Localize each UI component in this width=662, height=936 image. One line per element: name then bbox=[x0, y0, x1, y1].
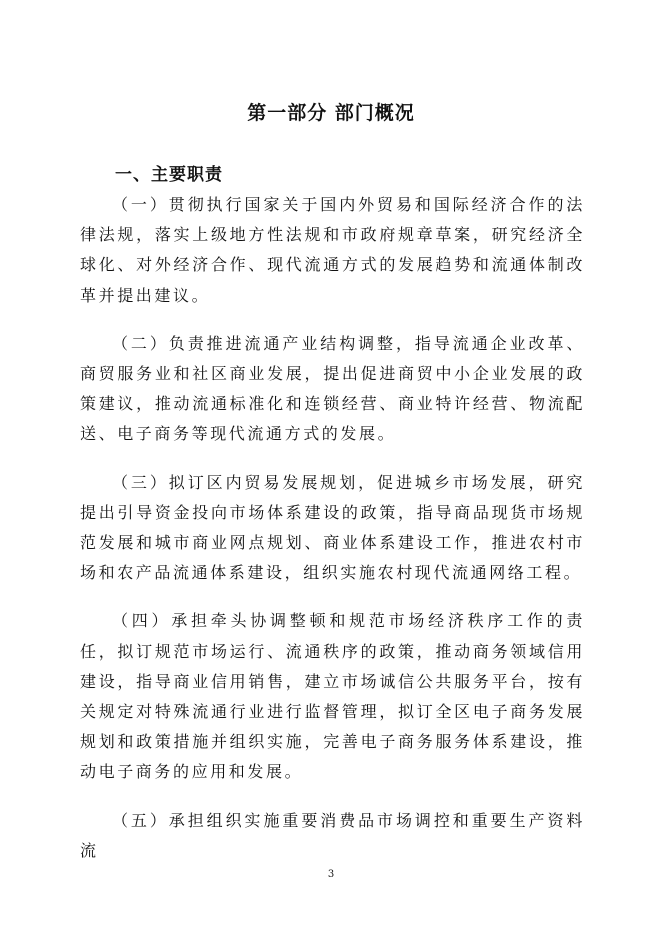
paragraph-duty-5: （五）承担组织实施重要消费品市场调控和重要生产资料流 bbox=[80, 810, 585, 860]
paragraph-duty-4: （四）承担牵头协调整顿和规范市场经济秩序工作的责任，拟订规范市场运行、流通秩序的政策，推动商务领域信用建设，指导商业信用销售，建立市场诚信公共服务平台，按有关规定对特殊流通行业进行监督管理，拟订全区电子商务发展规划和政策措施并组织实施，完善电子商务服务体系建设，推动电子商务的应用和发展。 bbox=[80, 611, 585, 782]
page-number: 3 bbox=[327, 869, 335, 880]
paragraph-duty-3: （三）拟订区内贸易发展规划，促进城乡市场发展，研究提出引导资金投向市场体系建设的政策，指导商品现货市场规范发展和城市商业网点规划、商业体系建设工作，推进农村市场和农产品流通体系建设，组织实施农村现代流通网络工程。 bbox=[80, 472, 585, 583]
document-body bbox=[80, 190, 585, 866]
paragraph-duty-2: （二）负责推进流通产业结构调整，指导流通企业改革、商贸服务业和社区商业发展，提出促进商贸中小企业发展的政策建议，推动流通标准化和连锁经营、商业特许经营、物流配送、电子商务等现代流通方式的发展。 bbox=[80, 333, 585, 444]
paragraph-duty-1: （一）贯彻执行国家关于国内外贸易和国际经济合作的法律法规，落实上级地方性法规和市政府规章草案，研究经济全球化、对外经济合作、现代流通方式的发展趋势和流通体制改革并提出建议。 bbox=[80, 195, 585, 305]
page-title: 第一部分 部门概况 bbox=[247, 102, 415, 124]
section-heading: 一、主要职责 bbox=[115, 165, 223, 185]
